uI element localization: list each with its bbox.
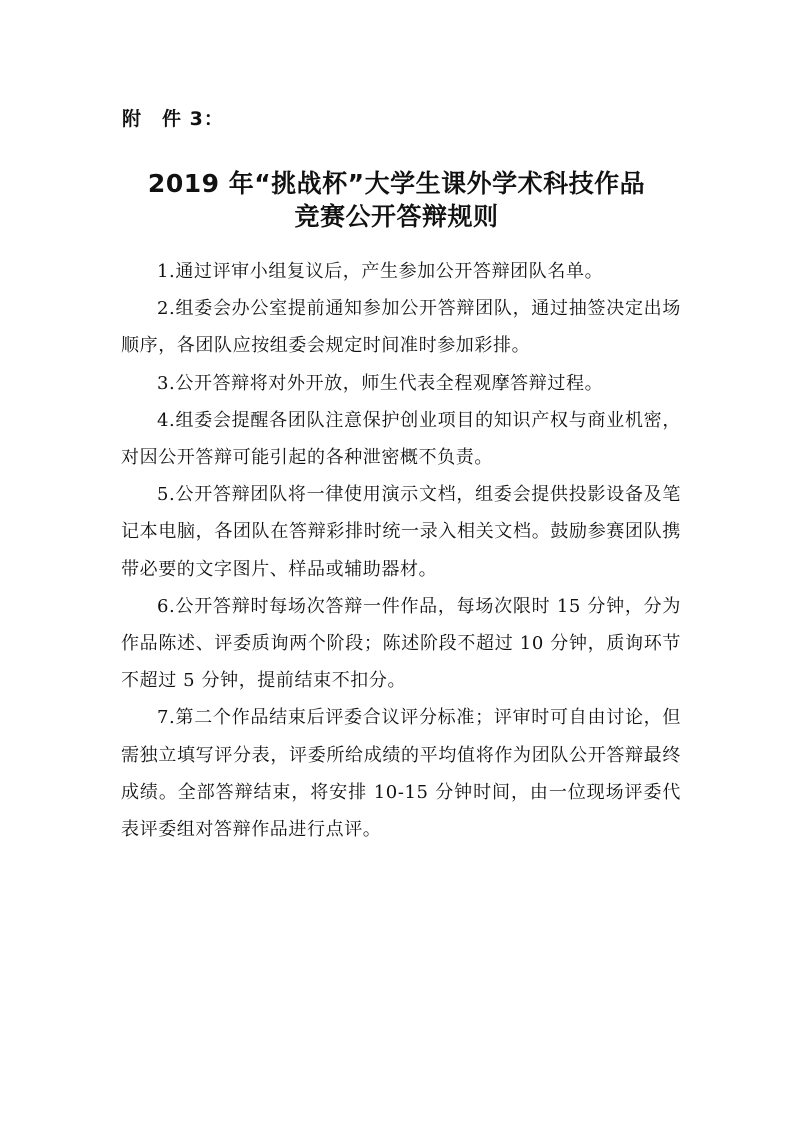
rule-paragraph-1: 1.通过评审小组复议后，产生参加公开答辩团队名单。	[157, 261, 604, 282]
rule-paragraph-5: 5.公开答辩团队将一律使用演示文档，组委会提供投影设备及笔记本电脑，各团队在答辩彩排时统一录入相关文档。鼓励参赛团队携带必要的文字图片、样品或辅助器材。	[121, 484, 681, 580]
rule-paragraph-6: 6.公开答辩时每场次答辩一件作品，每场次限时 15 分钟，分为作品陈述、评委质询两个阶段；陈述阶段不超过 10 分钟，质询环节不超过 5 分钟，提前结束不扣分。	[121, 595, 681, 692]
rules-body	[121, 253, 681, 848]
rule-paragraph-2: 2.组委会办公室提前通知参加公开答辩团队，通过抽签决定出场顺序，各团队应按组委会规定时间准时参加彩排。	[121, 298, 681, 357]
document-title-line-2: 竞赛公开答辩规则	[294, 202, 499, 231]
rule-paragraph-7: 7.第二个作品结束后评委合议评分标准；评审时可自由讨论，但需独立填写评分表，评委所给成绩的平均值将作为团队公开答辩最终成绩。全部答辩结束，将安排 10-15 分钟时间，由一位现场评委代表评委组对答辩作品进行点评。	[121, 707, 681, 841]
attachment-label: 附 件 3：	[122, 108, 224, 130]
rule-paragraph-4: 4.组委会提醒各团队注意保护创业项目的知识产权与商业机密，对因公开答辩可能引起的各种泄密概不负责。	[121, 409, 681, 469]
rule-paragraph-3: 3.公开答辩将对外开放，师生代表全程观摩答辩过程。	[157, 372, 604, 394]
document-title-line-1: 2019 年“挑战杯”大学生课外学术科技作品	[147, 169, 646, 198]
